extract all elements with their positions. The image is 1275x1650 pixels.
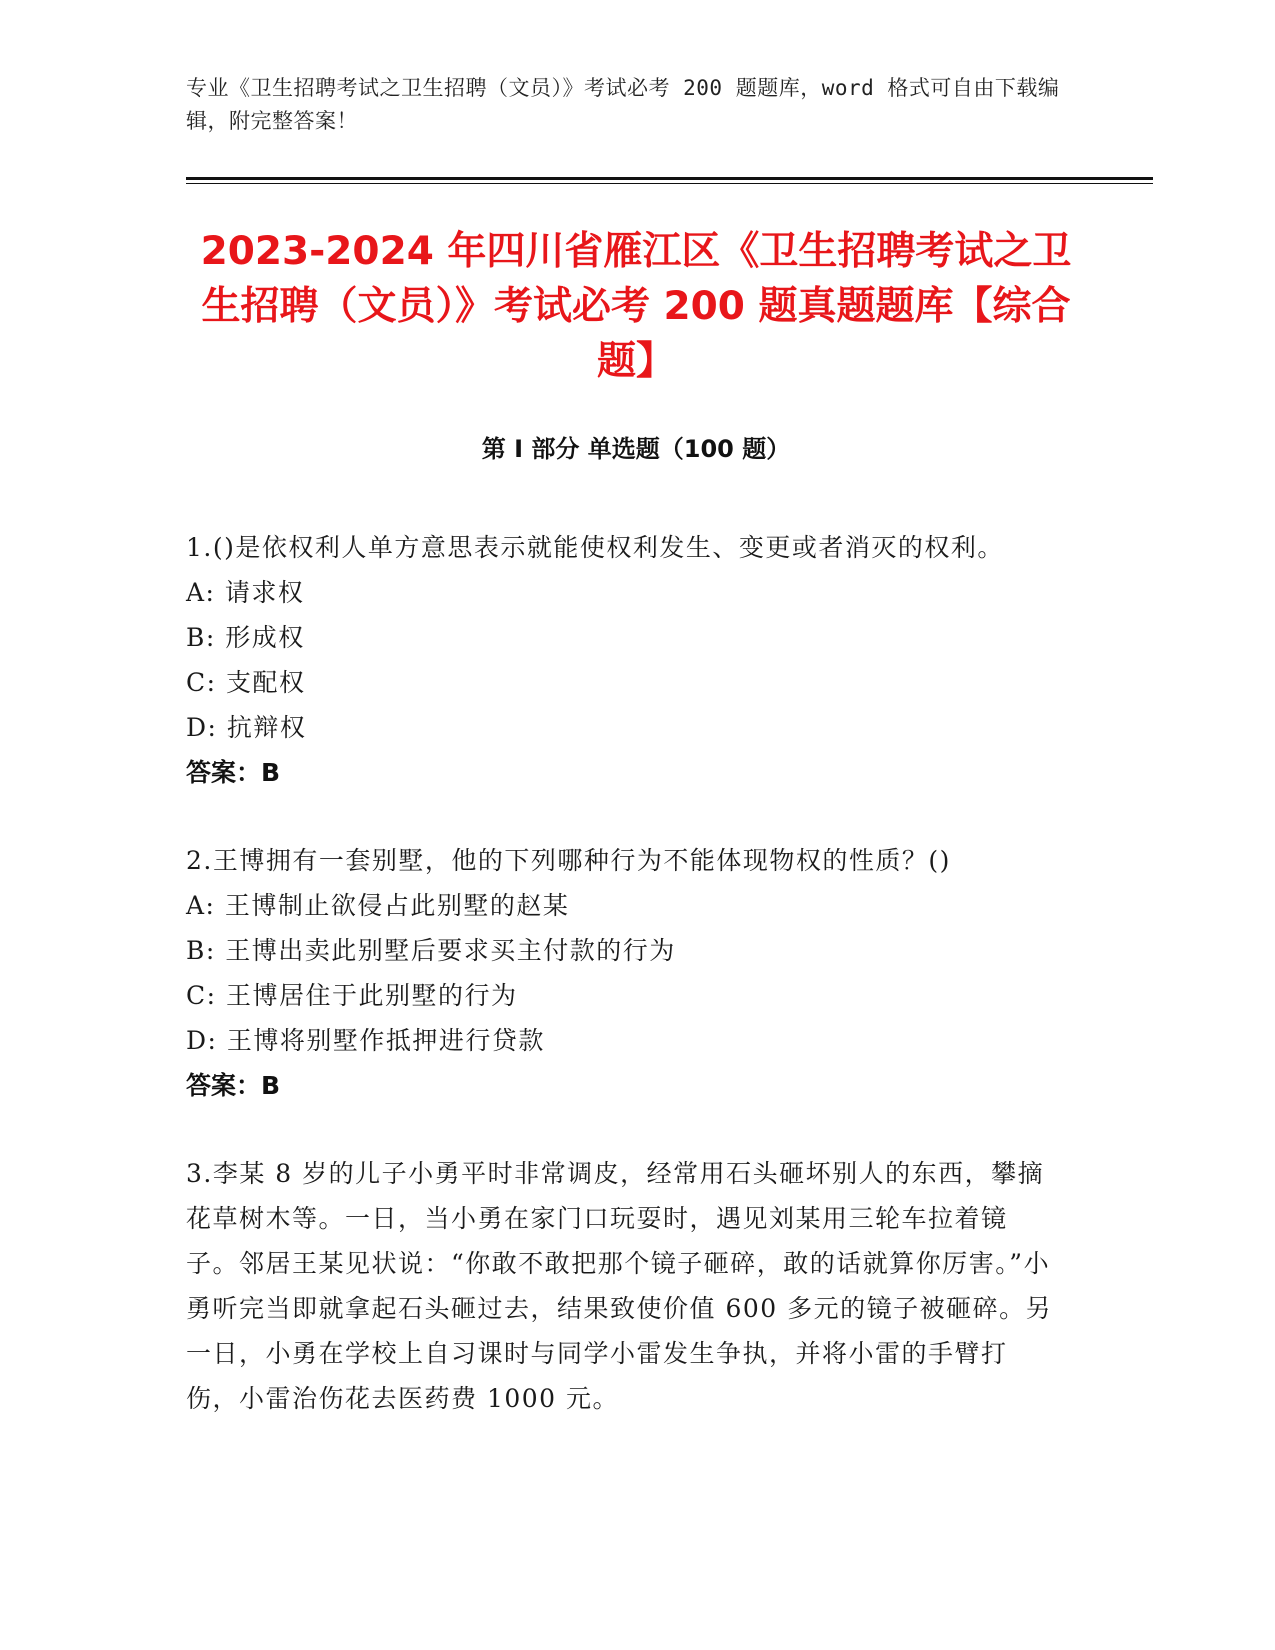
question-stem: 3.李某 8 岁的儿子小勇平时非常调皮，经常用石头砸坏别人的东西，攀摘花草树木等。一日，当小勇在家门口玩耍时，遇见刘某用三轮车拉着镜子。邻居王某见状说：“你敢不敢把那个镜子砸碎，敢的话就算你厉害。”小勇听完当即就拿起石头砸过去，结果致使价值 600 多元的镜子被砸碎。另一日，小勇在学校上自习课时与同学小雷发生争执，并将小雷的手臂打伤，小雷治伤花去医药费 1000 元。 [186, 1159, 1053, 1413]
header-divider-thin [186, 183, 1153, 184]
question-stem: 2.王博拥有一套别墅，他的下列哪种行为不能体现物权的性质？() [186, 846, 951, 875]
question-2 [186, 838, 1056, 1108]
header-divider-thick [186, 177, 1153, 180]
section-title: 第 I 部分 单选题（100 题） [481, 435, 791, 463]
option-d: D: 王博将别墅作抵押进行贷款 [186, 1026, 545, 1055]
option-a: A: 请求权 [186, 578, 305, 607]
question-3 [186, 1151, 1056, 1421]
answer-label: 答案：B [186, 758, 281, 787]
option-b: B: 王博出卖此别墅后要求买主付款的行为 [186, 936, 676, 965]
option-a: A: 王博制止欲侵占此别墅的赵某 [186, 891, 570, 920]
option-c: C: 王博居住于此别墅的行为 [186, 981, 518, 1010]
question-stem: 1.()是依权利人单方意思表示就能使权利发生、变更或者消灭的权利。 [186, 533, 1004, 562]
option-c: C: 支配权 [186, 668, 306, 697]
document-title: 2023-2024 年四川省雁江区《卫生招聘考试之卫生招聘（文员）》考试必考 200 题真题题库【综合题】 [200, 229, 1072, 384]
answer-label: 答案：B [186, 1071, 281, 1100]
option-d: D: 抗辩权 [186, 713, 307, 742]
option-b: B: 形成权 [186, 623, 305, 652]
question-list [186, 525, 1056, 1464]
header-note: 专业《卫生招聘考试之卫生招聘（文员）》考试必考 200 题题库，word 格式可自由下载编辑，附完整答案！ [186, 76, 1060, 133]
question-1 [186, 525, 1056, 795]
